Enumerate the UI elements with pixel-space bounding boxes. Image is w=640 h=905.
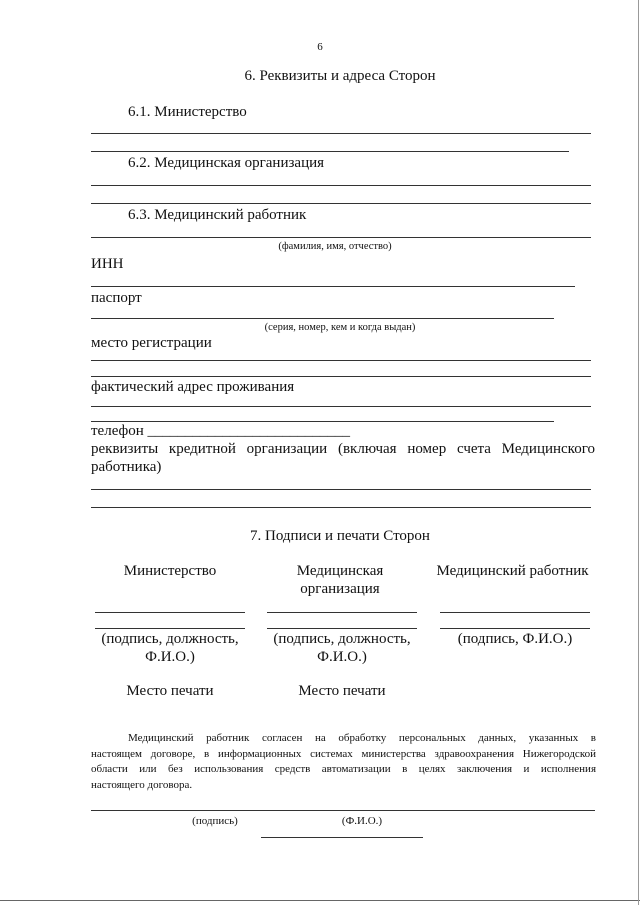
- actual-address-line-2[interactable]: [91, 421, 554, 422]
- consent-line-1: Медицинский работник согласен на обработку персональных данных, указанных в: [128, 732, 596, 744]
- registration-label: место регистрации: [91, 335, 212, 351]
- consent-sign-label: (подпись): [192, 815, 238, 827]
- ministry-sign-hint-2: Ф.И.О.): [145, 649, 195, 665]
- medical-org-line-1[interactable]: [91, 185, 591, 186]
- medical-org-sign-hint-1: (подпись, должность,: [273, 631, 411, 647]
- ministry-column-title: Министерство: [123, 563, 217, 579]
- consent-paragraph: [91, 731, 596, 793]
- bank-details-line-2[interactable]: [91, 507, 591, 508]
- ministry-sign-hint-1: (подпись, должность,: [101, 631, 239, 647]
- worker-sign-hint: (подпись, Ф.И.О.): [457, 631, 573, 647]
- bank-details-line-1[interactable]: [91, 489, 591, 490]
- section-7-title: 7. Подписи и печати Сторон: [250, 528, 430, 544]
- consent-line-3: области или без использования средств автоматизации в целях заключения и исполнения: [91, 763, 596, 775]
- medical-org-column-title-1: Медицинская: [296, 563, 384, 579]
- worker-fio-line[interactable]: [91, 237, 591, 238]
- worker-signature-line-1[interactable]: [440, 612, 590, 613]
- medical-org-signature-line-1[interactable]: [267, 612, 417, 613]
- consent-line-2: настоящем договоре, в информационных системах министерства здравоохранения Нижегородской: [91, 747, 596, 760]
- page-number: 6: [317, 41, 323, 53]
- section-6-title: 6. Реквизиты и адреса Сторон: [244, 68, 436, 84]
- ministry-line-1[interactable]: [91, 133, 591, 134]
- consent-fio-label: (Ф.И.О.): [341, 815, 383, 827]
- ministry-stamp-place: Место печати: [126, 683, 214, 699]
- scan-right-edge: [638, 0, 639, 905]
- passport-hint: (серия, номер, кем и когда выдан): [264, 322, 416, 333]
- inn-line[interactable]: [91, 286, 575, 287]
- fio-hint: (фамилия, имя, отчество): [278, 241, 392, 252]
- bank-details-label-line-1: реквизиты кредитной организации (включая номер счета Медицинского: [91, 441, 595, 457]
- ministry-signature-line-1[interactable]: [95, 612, 245, 613]
- ministry-line-2[interactable]: [91, 151, 569, 152]
- medical-org-stamp-place: Место печати: [298, 683, 386, 699]
- consent-line-4: настоящего договора.: [91, 778, 193, 791]
- worker-heading: 6.3. Медицинский работник: [128, 207, 307, 223]
- passport-line[interactable]: [91, 318, 554, 319]
- inn-label: ИНН: [91, 256, 124, 272]
- consent-signature-line[interactable]: [91, 810, 595, 811]
- scan-bottom-edge: [0, 900, 640, 901]
- medical-org-heading: 6.2. Медицинская организация: [128, 155, 325, 171]
- consent-extra-line[interactable]: [261, 837, 423, 838]
- passport-label: паспорт: [91, 290, 142, 306]
- worker-signature-line-2[interactable]: [440, 628, 590, 629]
- registration-line-1[interactable]: [91, 360, 591, 361]
- ministry-heading: 6.1. Министерство: [128, 104, 247, 120]
- phone-label: телефон ___________________________: [91, 423, 351, 439]
- medical-org-sign-hint-2: Ф.И.О.): [317, 649, 367, 665]
- medical-org-column-title-2: организация: [300, 581, 380, 597]
- registration-line-2[interactable]: [91, 376, 591, 377]
- worker-column-title: Медицинский работник: [436, 563, 589, 579]
- actual-address-label: фактический адрес проживания: [91, 379, 295, 395]
- ministry-signature-line-2[interactable]: [95, 628, 245, 629]
- medical-org-line-2[interactable]: [91, 203, 591, 204]
- medical-org-signature-line-2[interactable]: [267, 628, 417, 629]
- bank-details-label-line-2: работника): [91, 459, 162, 475]
- actual-address-line-1[interactable]: [91, 406, 591, 407]
